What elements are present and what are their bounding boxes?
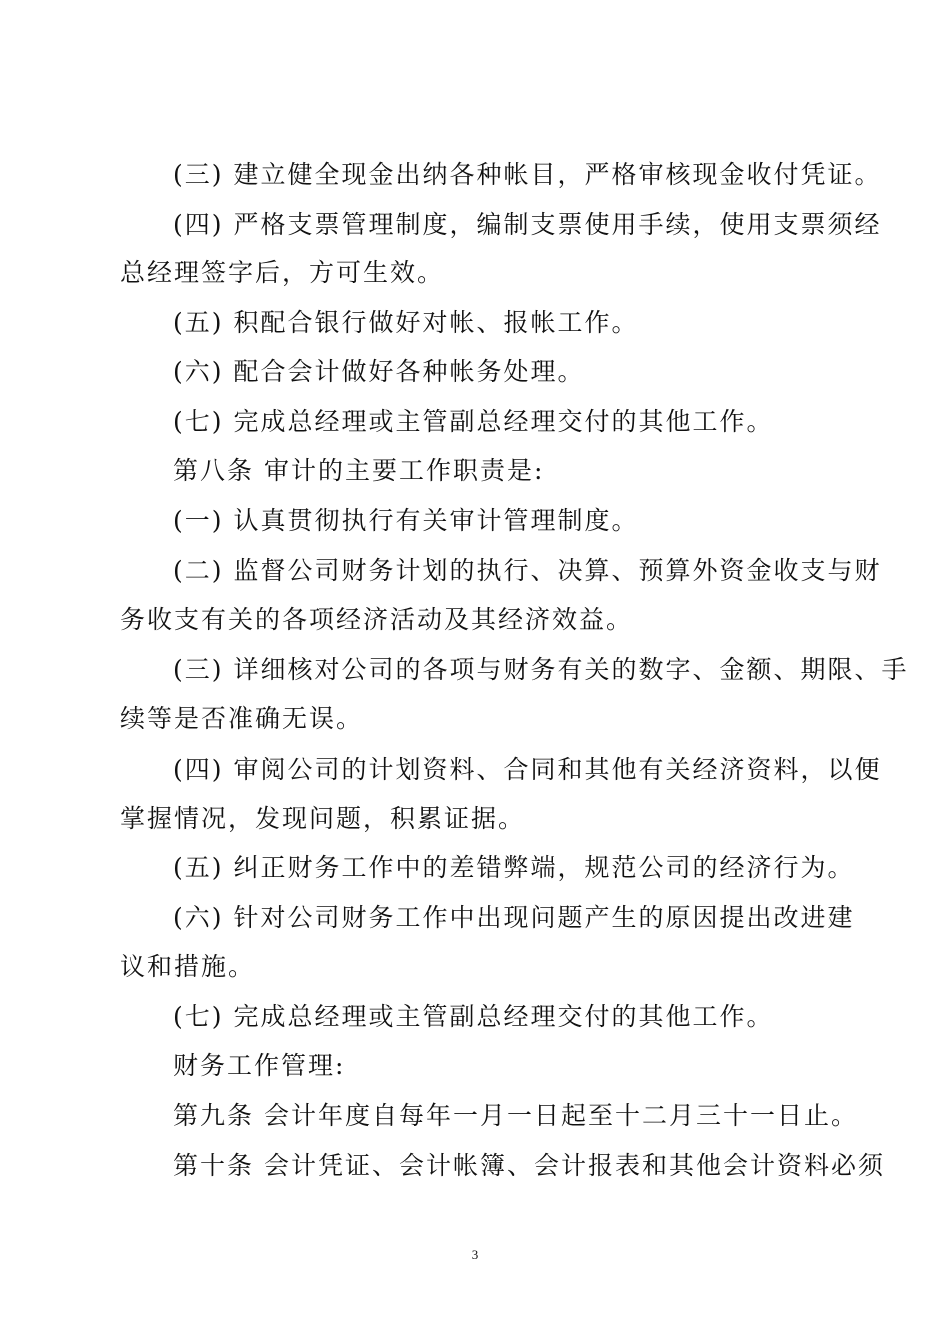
paragraph-line: (四) 审阅公司的计划资料、合同和其他有关经济资料，以便 [173,755,882,784]
paragraph-line: (七) 完成总经理或主管副总经理交付的其他工作。 [173,407,774,436]
paragraph-line: (六) 针对公司财务工作中出现问题产生的原因提出改进建 [173,903,855,932]
article-heading: 第八条 审计的主要工作职责是: [173,456,545,485]
paragraph-line: 务收支有关的各项经济活动及其经济效益。 [120,605,634,634]
paragraph-line: (二) 监督公司财务计划的执行、决算、预算外资金收支与财 [173,556,882,585]
paragraph-line: (四) 严格支票管理制度，编制支票使用手续，使用支票须经 [173,210,882,239]
paragraph-line: (三) 建立健全现金出纳各种帐目，严格审核现金收付凭证。 [173,160,882,189]
paragraph-line: (五) 纠正财务工作中的差错弊端，规范公司的经济行为。 [173,853,855,882]
paragraph-line: (七) 完成总经理或主管副总经理交付的其他工作。 [173,1002,774,1031]
paragraph-line: 续等是否准确无误。 [120,704,364,733]
article-heading: 第九条 会计年度自每年一月一日起至十二月三十一日止。 [173,1101,858,1130]
paragraph-line: (五) 积配合银行做好对帐、报帐工作。 [173,308,639,337]
page-number: 3 [471,1247,479,1262]
paragraph-line: (三) 详细核对公司的各项与财务有关的数字、金额、期限、手 [173,655,909,684]
article-heading: 第十条 会计凭证、会计帐簿、会计报表和其他会计资料必须 [173,1151,885,1180]
paragraph-line: (一) 认真贯彻执行有关审计管理制度。 [173,506,639,535]
paragraph-line: 掌握情况，发现问题，积累证据。 [120,804,526,833]
paragraph-line: 议和措施。 [120,952,256,981]
paragraph-line: 总经理签字后，方可生效。 [120,258,445,287]
paragraph-line: (六) 配合会计做好各种帐务处理。 [173,357,585,386]
section-heading: 财务工作管理: [173,1051,346,1080]
